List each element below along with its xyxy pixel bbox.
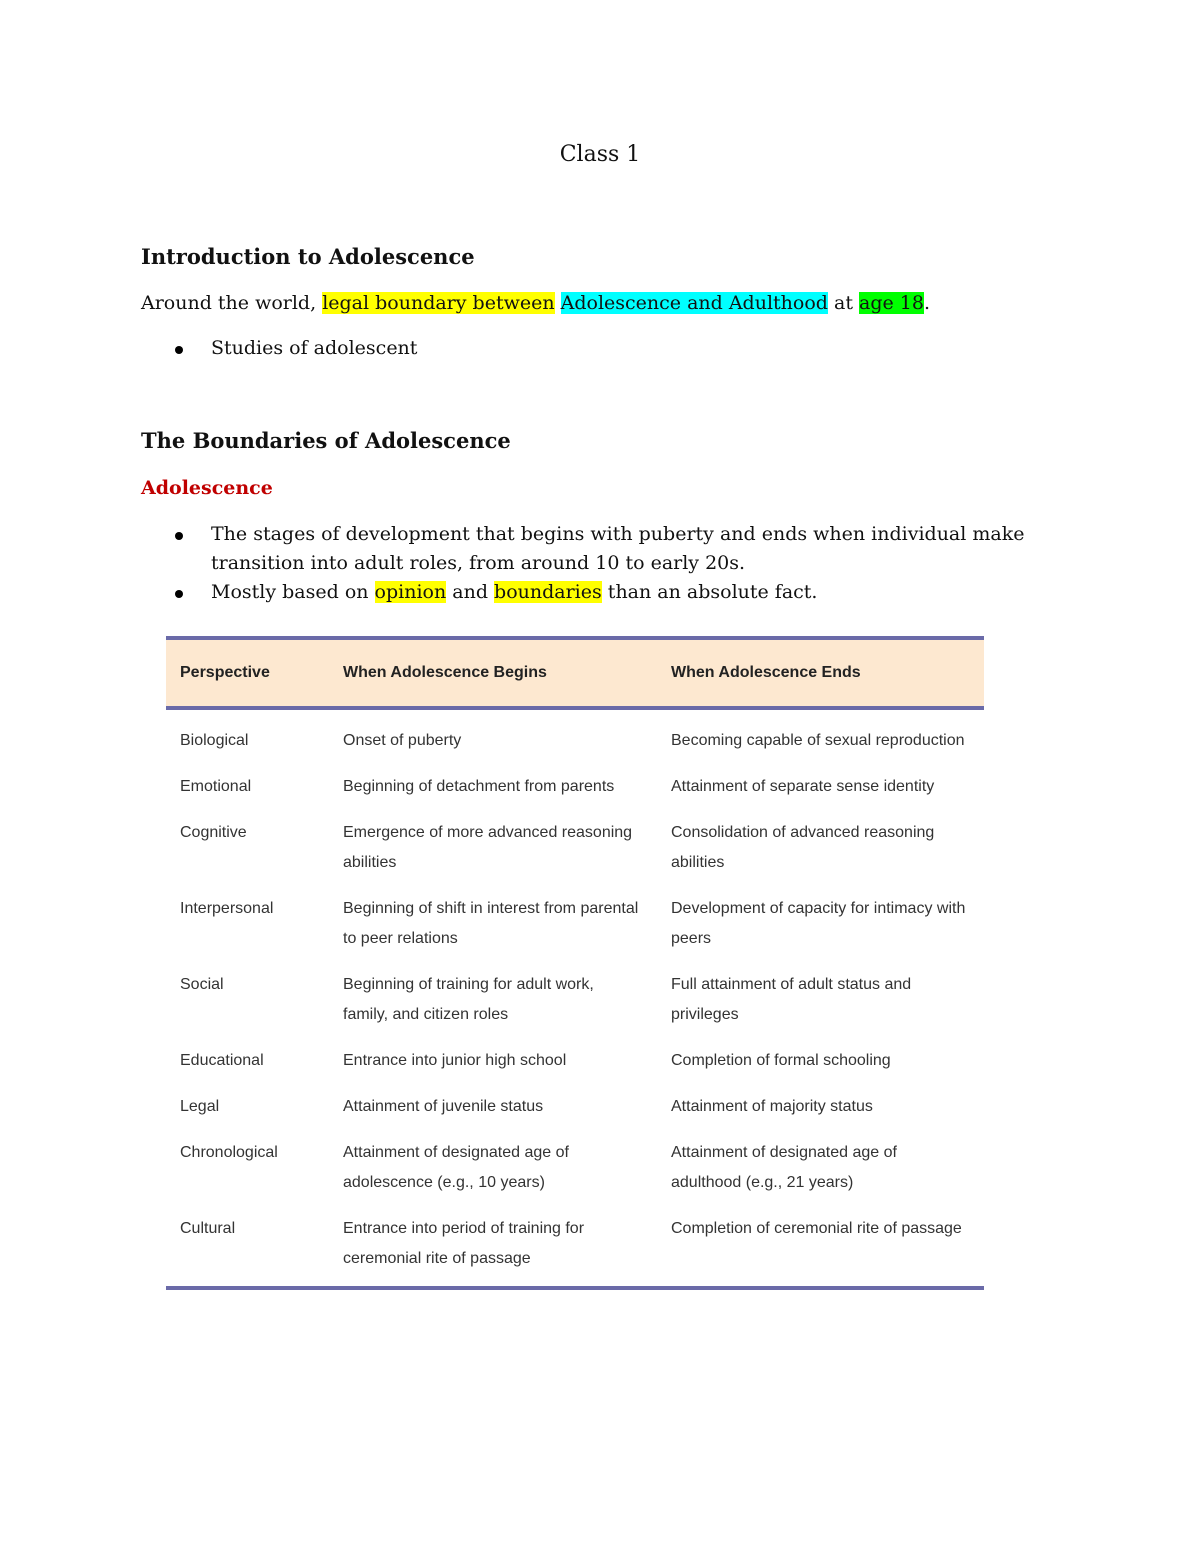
cell-ends: Completion of formal schooling [671, 1052, 891, 1069]
highlight-age-18: age 18 [859, 292, 924, 314]
table-row [166, 1030, 984, 1076]
boundaries-table-container [166, 636, 984, 1290]
table-row [166, 802, 984, 878]
cell-ends: Development of capacity for intimacy with peers [671, 900, 966, 947]
boundaries-bullet-list [172, 520, 1024, 607]
cell-begins: Attainment of designated age of adolescence (e.g., 10 years) [343, 1144, 569, 1191]
table-header-begins: When Adolescence Begins [343, 664, 547, 681]
cell-begins: Attainment of juvenile status [343, 1098, 544, 1115]
table-row [166, 1076, 984, 1122]
list-item: Studies of adolescent [172, 334, 417, 363]
section-heading-introduction: Introduction to Adolescence [141, 244, 475, 269]
bullet-line: transition into adult roles, from around 10 to early 20s. [211, 552, 746, 574]
list-item [172, 578, 1024, 607]
subheading-adolescence: Adolescence [141, 477, 273, 499]
cell-perspective: Social [180, 976, 224, 993]
table-body [166, 708, 984, 1288]
cell-ends: Consolidation of advanced reasoning abilities [671, 824, 935, 871]
cell-begins: Onset of puberty [343, 732, 462, 749]
table-row [166, 954, 984, 1030]
table-header-row [166, 638, 984, 708]
intro-text-2 [555, 292, 561, 314]
cell-ends: Full attainment of adult status and privileges [671, 976, 912, 1023]
cell-perspective: Chronological [180, 1144, 278, 1161]
bullet-line: The stages of development that begins with puberty and ends when individual make [211, 523, 1025, 545]
table-row [166, 756, 984, 802]
cell-perspective: Biological [180, 732, 249, 749]
cell-begins: Beginning of training for adult work, family, and citizen roles [343, 976, 594, 1023]
highlight-boundaries: boundaries [494, 581, 602, 603]
table-row [166, 1198, 984, 1288]
cell-perspective: Legal [180, 1098, 220, 1115]
cell-perspective: Cultural [180, 1220, 236, 1237]
cell-begins: Emergence of more advanced reasoning abilities [343, 824, 633, 871]
table-header-ends: When Adolescence Ends [671, 664, 861, 681]
intro-bullet-list [172, 334, 417, 363]
highlight-adolescence-adulthood: Adolescence and Adulthood [560, 292, 828, 314]
table-row [166, 1122, 984, 1198]
cell-begins: Entrance into junior high school [343, 1052, 567, 1069]
highlight-legal-boundary: legal boundary between [322, 292, 555, 314]
page-title: Class 1 [559, 142, 641, 167]
cell-ends: Completion of ceremonial rite of passage [671, 1220, 962, 1237]
intro-text-3: at [827, 292, 859, 314]
cell-perspective: Interpersonal [180, 900, 274, 917]
cell-begins: Entrance into period of training for ceremonial rite of passage [343, 1220, 585, 1267]
bullet-text: and [446, 581, 495, 603]
section-heading-boundaries: The Boundaries of Adolescence [141, 428, 511, 453]
cell-ends: Attainment of designated age of adulthood (e.g., 21 years) [671, 1144, 897, 1191]
intro-text-1: Around the world, [141, 292, 323, 314]
cell-perspective: Educational [180, 1052, 264, 1069]
highlight-opinion: opinion [374, 581, 447, 603]
table-row [166, 878, 984, 954]
intro-text-4: . [923, 292, 930, 314]
boundaries-table [166, 636, 984, 1290]
cell-begins: Beginning of shift in interest from parental to peer relations [343, 900, 639, 947]
cell-ends: Attainment of majority status [671, 1098, 873, 1115]
intro-paragraph [141, 292, 930, 314]
cell-ends: Attainment of separate sense identity [671, 778, 935, 795]
bullet-text: than an absolute fact. [601, 581, 818, 603]
cell-perspective: Cognitive [180, 824, 247, 841]
table-row [166, 708, 984, 756]
list-item [172, 520, 1024, 578]
table-header-perspective: Perspective [180, 664, 270, 681]
cell-perspective: Emotional [180, 778, 252, 795]
cell-begins: Beginning of detachment from parents [343, 778, 615, 795]
cell-ends: Becoming capable of sexual reproduction [671, 732, 965, 749]
bullet-text: Mostly based on [211, 581, 375, 603]
